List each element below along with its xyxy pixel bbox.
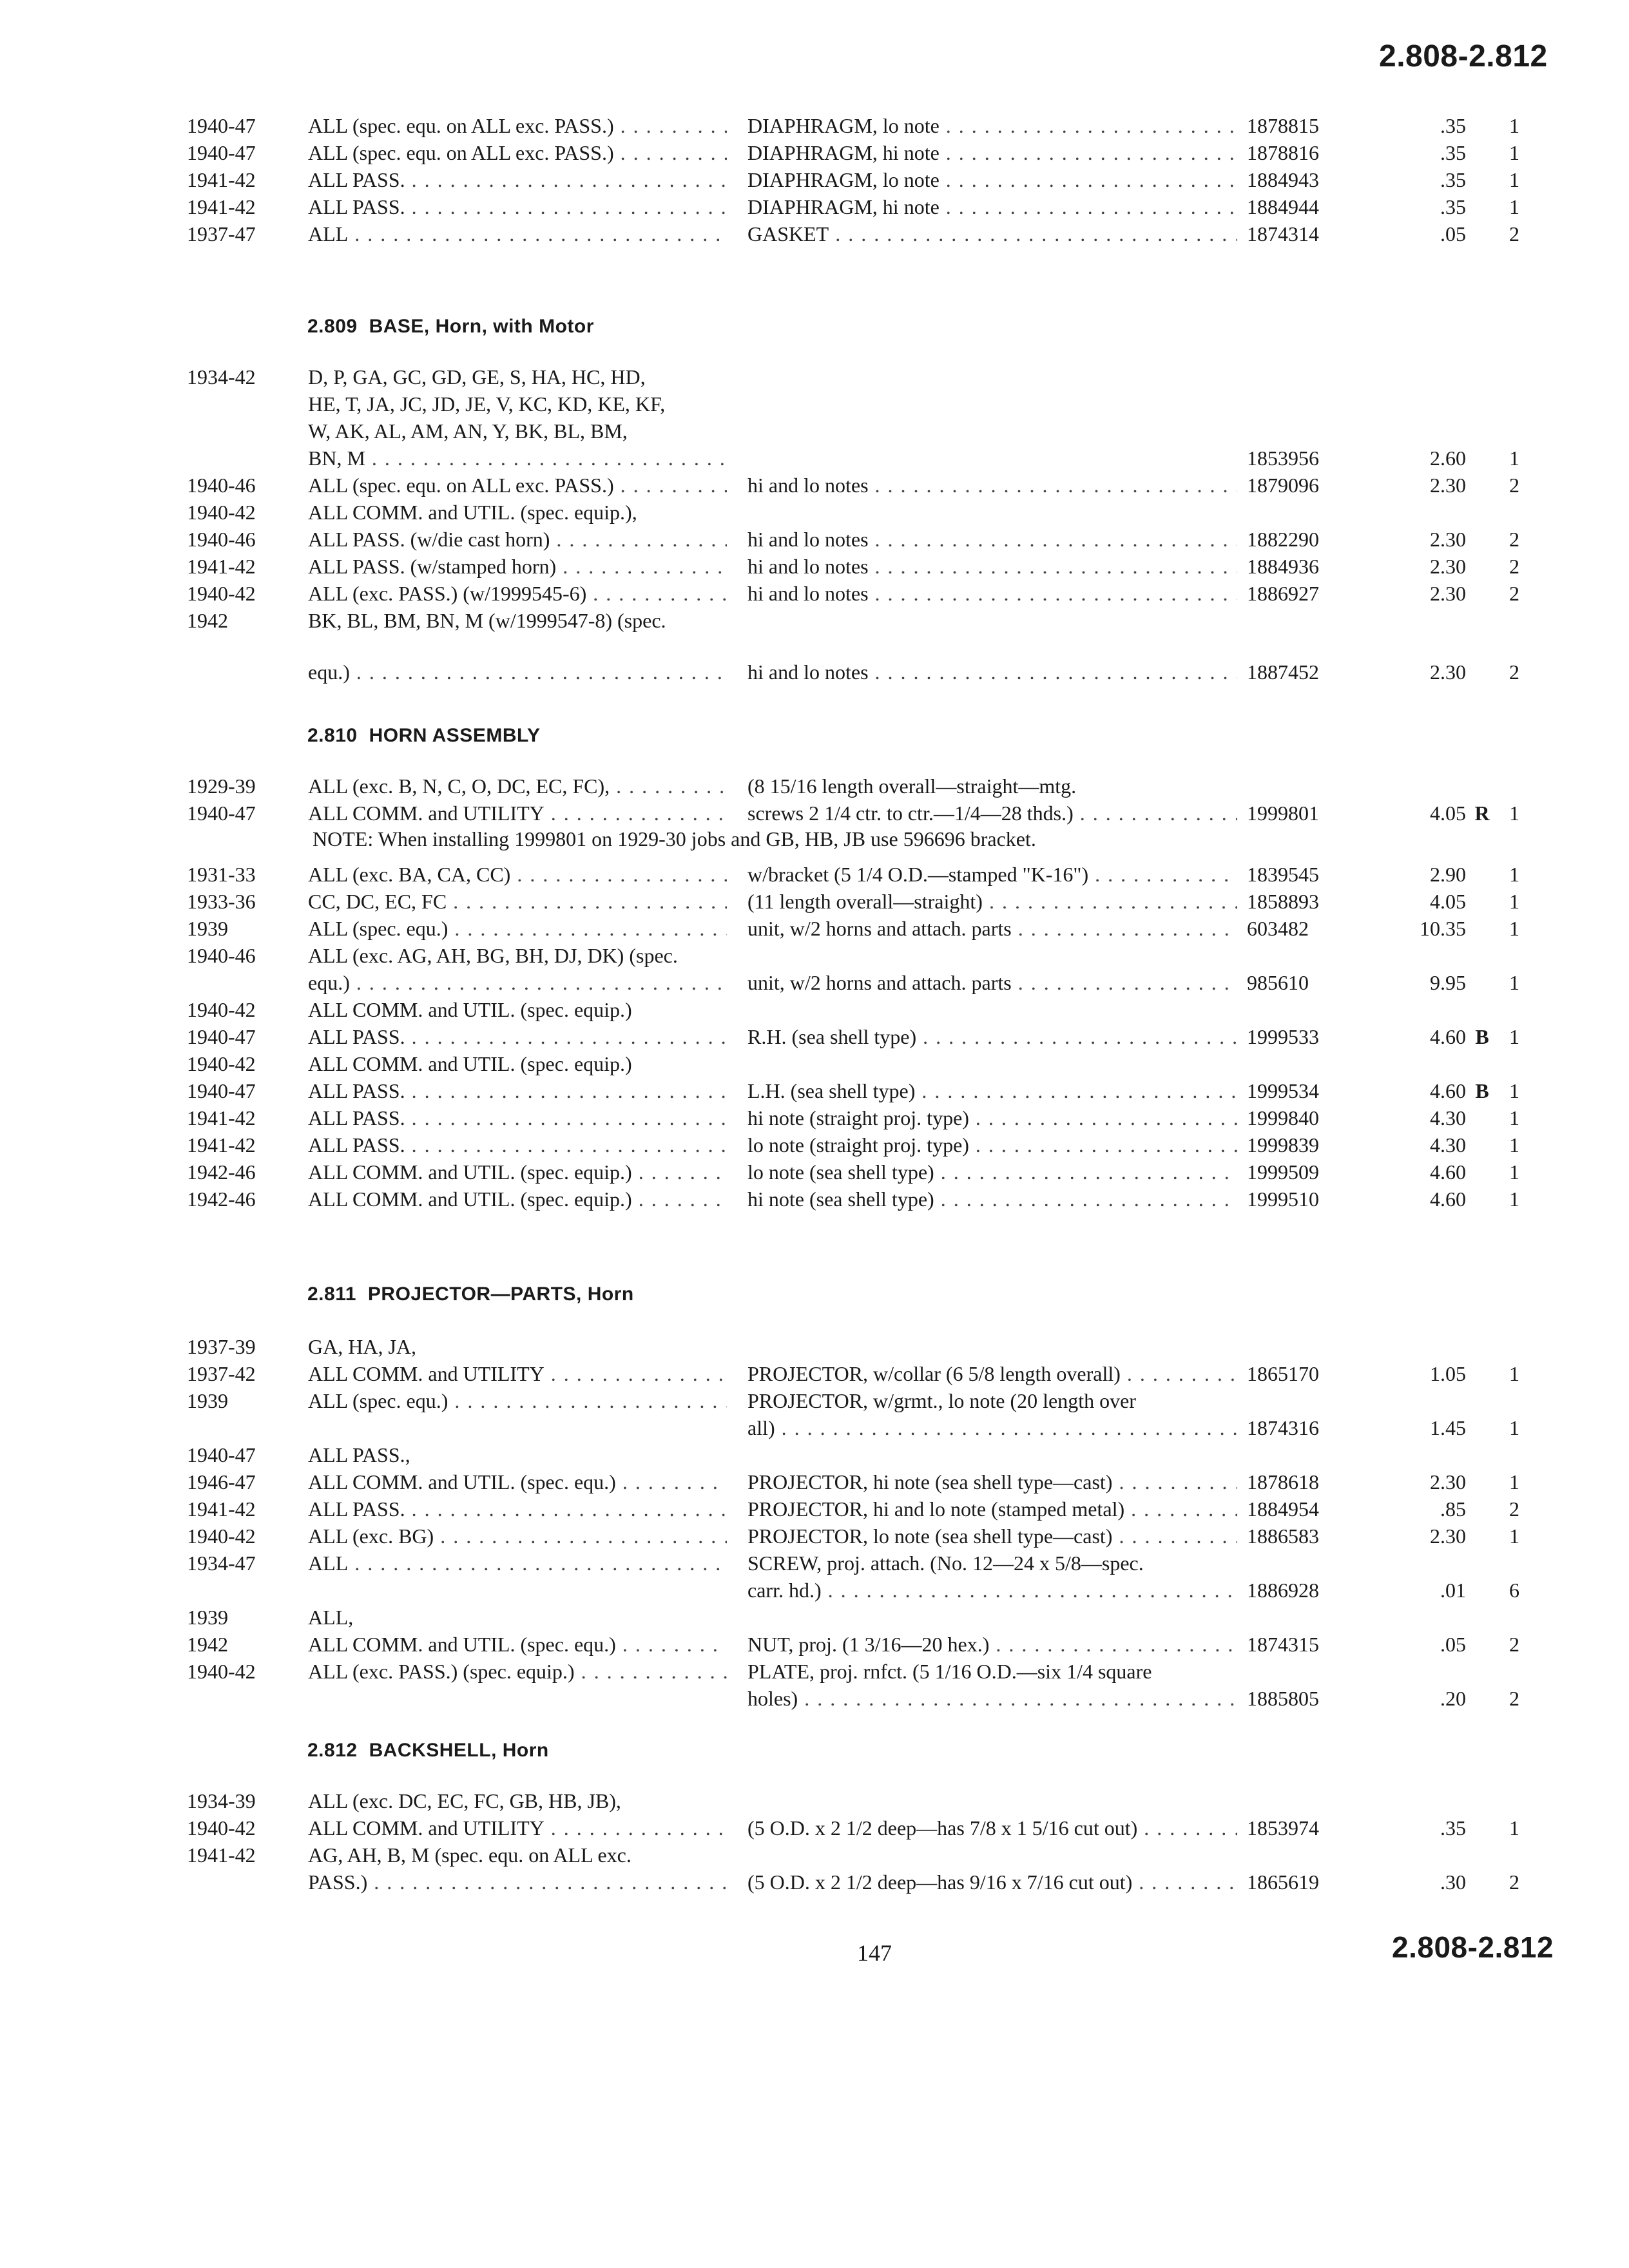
parts-row — [0, 1442, 1629, 1472]
quantity-cell: 1 — [1509, 1816, 1519, 1840]
parts-row — [0, 889, 1629, 918]
description-cell: GASKET . . . — [747, 221, 1237, 247]
price-cell: 4.60 — [1430, 1025, 1466, 1048]
parts-row — [0, 1105, 1629, 1135]
price-cell: .35 — [1440, 195, 1466, 218]
description-cell: w/bracket (5 1/4 O.D.—stamped "K-16") . . . — [747, 861, 1237, 887]
parts-row — [0, 1496, 1629, 1526]
year-cell: 1942 — [187, 609, 228, 632]
year-cell: 1940-47 — [187, 141, 256, 164]
part-number-cell: 1879096 — [1247, 474, 1319, 497]
year-cell: 1940-42 — [187, 1816, 256, 1840]
price-cell: .05 — [1440, 222, 1466, 245]
part-number-cell: 1874314 — [1247, 222, 1319, 245]
parts-row — [0, 1051, 1629, 1081]
models-cell: ALL COMM. and UTIL. (spec. equ.) . . . — [308, 1469, 727, 1495]
parts-row — [0, 916, 1629, 945]
header-code-bottom: 2.808-2.812 — [1392, 1930, 1554, 1964]
price-cell: 2.30 — [1430, 1470, 1466, 1494]
year-cell: 1941-42 — [187, 195, 256, 218]
price-cell: .30 — [1440, 1870, 1466, 1894]
quantity-cell: 2 — [1509, 528, 1519, 551]
part-number-cell: 1853974 — [1247, 1816, 1319, 1840]
price-cell: 4.60 — [1430, 1160, 1466, 1184]
quantity-cell: 1 — [1509, 141, 1519, 164]
parts-row — [0, 1869, 1629, 1899]
quantity-cell: 2 — [1509, 660, 1519, 684]
description-cell: (5 O.D. x 2 1/2 deep—has 7/8 x 1 5/16 cut out) . . . — [747, 1815, 1237, 1841]
price-cell: 9.95 — [1430, 971, 1466, 994]
parts-row — [0, 194, 1629, 224]
models-cell: ALL PASS. . . . — [308, 1024, 727, 1050]
description-cell: PROJECTOR, hi note (sea shell type—cast) . . . — [747, 1469, 1237, 1495]
description-cell: DIAPHRAGM, lo note . . . — [747, 113, 1237, 139]
models-cell: ALL (exc. PASS.) (w/1999545-6) . . . — [308, 581, 727, 606]
part-number-cell: 1884954 — [1247, 1497, 1319, 1521]
year-cell: 1940-47 — [187, 802, 256, 825]
part-number-cell: 1999509 — [1247, 1160, 1319, 1184]
quantity-cell: 6 — [1509, 1579, 1519, 1602]
year-cell: 1937-39 — [187, 1335, 256, 1358]
models-cell: ALL PASS. . . . — [308, 194, 727, 220]
quantity-cell: 1 — [1509, 1106, 1519, 1129]
quantity-cell: 1 — [1509, 1025, 1519, 1048]
section-number: 2.811 — [307, 1283, 356, 1305]
models-cell: ALL COMM. and UTIL. (spec. equip.), — [308, 501, 637, 524]
quantity-cell: 2 — [1509, 1687, 1519, 1710]
quantity-cell: 2 — [1509, 1633, 1519, 1656]
part-number-cell: 1858893 — [1247, 890, 1319, 913]
quantity-cell: 1 — [1509, 863, 1519, 886]
code-cell: B — [1475, 1079, 1489, 1102]
part-number-cell: 1874316 — [1247, 1416, 1319, 1439]
description-cell: NUT, proj. (1 3/16—20 hex.) . . . — [747, 1631, 1237, 1657]
models-cell: ALL . . . — [308, 1550, 727, 1576]
description-cell: hi note (straight proj. type) . . . — [747, 1105, 1237, 1131]
parts-row — [0, 997, 1629, 1026]
description-cell: (5 O.D. x 2 1/2 deep—has 9/16 x 7/16 cut out) . . . — [747, 1869, 1237, 1895]
parts-row — [0, 970, 1629, 999]
models-cell: BK, BL, BM, BN, M (w/1999547-8) (spec. — [308, 609, 666, 632]
models-cell: ALL (spec. equ. on ALL exc. PASS.) . . . — [308, 113, 727, 139]
parts-row — [0, 1550, 1629, 1580]
price-cell: .05 — [1440, 1633, 1466, 1656]
quantity-cell: 1 — [1509, 1416, 1519, 1439]
parts-row — [0, 391, 1629, 421]
price-cell: 4.30 — [1430, 1106, 1466, 1129]
part-number-cell: 1853956 — [1247, 447, 1319, 470]
parts-row — [0, 472, 1629, 502]
year-cell: 1939 — [187, 917, 228, 940]
price-cell: 2.30 — [1430, 474, 1466, 497]
description-cell: holes) . . . — [747, 1686, 1237, 1711]
parts-row — [0, 140, 1629, 169]
parts-row — [0, 364, 1629, 394]
models-cell: ALL PASS. (w/die cast horn) . . . — [308, 526, 727, 552]
description-cell: hi note (sea shell type) . . . — [747, 1186, 1237, 1212]
parts-row — [0, 1186, 1629, 1216]
models-cell: ALL COMM. and UTILITY . . . — [308, 1361, 727, 1387]
models-cell: AG, AH, B, M (spec. equ. on ALL exc. — [308, 1843, 631, 1867]
parts-row — [0, 113, 1629, 142]
models-cell: ALL COMM. and UTIL. (spec. equip.) — [308, 1052, 632, 1075]
year-cell: 1942 — [187, 1633, 228, 1656]
parts-row — [0, 499, 1629, 529]
models-cell: ALL (exc. BG) . . . — [308, 1523, 727, 1549]
price-cell: 2.30 — [1430, 528, 1466, 551]
models-cell: D, P, GA, GC, GD, GE, S, HA, HC, HD, — [308, 365, 646, 389]
parts-row — [0, 1577, 1629, 1607]
parts-row — [0, 1604, 1629, 1634]
part-number-cell: 1999801 — [1247, 802, 1319, 825]
description-cell: PLATE, proj. rnfct. (5 1/16 O.D.—six 1/4 square — [747, 1660, 1152, 1683]
parts-row — [0, 1024, 1629, 1053]
parts-row — [0, 800, 1629, 830]
parts-row — [0, 1469, 1629, 1499]
quantity-cell: 1 — [1509, 1362, 1519, 1385]
year-cell: 1939 — [187, 1606, 228, 1629]
quantity-cell: 1 — [1509, 1187, 1519, 1211]
section-heading: HORN ASSEMBLY — [369, 725, 541, 746]
part-number-cell: 1839545 — [1247, 863, 1319, 886]
part-number-cell: 1999510 — [1247, 1187, 1319, 1211]
header-code-top: 2.808-2.812 — [1379, 39, 1548, 73]
models-cell: equ.) . . . — [308, 659, 727, 685]
description-cell: DIAPHRAGM, hi note . . . — [747, 140, 1237, 166]
description-cell: (8 15/16 length overall—straight—mtg. — [747, 774, 1077, 798]
year-cell: 1940-47 — [187, 1025, 256, 1048]
description-cell: PROJECTOR, lo note (sea shell type—cast) . . . — [747, 1523, 1237, 1549]
quantity-cell: 1 — [1509, 1470, 1519, 1494]
part-number-cell: 1999839 — [1247, 1133, 1319, 1157]
description-cell: SCREW, proj. attach. (No. 12—24 x 5/8—spec. — [747, 1552, 1144, 1575]
price-cell: 4.30 — [1430, 1133, 1466, 1157]
description-cell: lo note (sea shell type) . . . — [747, 1159, 1237, 1185]
price-cell: 2.60 — [1430, 447, 1466, 470]
year-cell: 1934-42 — [187, 365, 256, 389]
part-number-cell: 1884944 — [1247, 195, 1319, 218]
models-cell: ALL, — [308, 1606, 354, 1629]
year-cell: 1941-42 — [187, 1133, 256, 1157]
price-cell: 2.30 — [1430, 1524, 1466, 1548]
quantity-cell: 2 — [1509, 555, 1519, 578]
part-number-cell: 985610 — [1247, 971, 1309, 994]
price-cell: 4.60 — [1430, 1079, 1466, 1102]
year-cell: 1941-42 — [187, 1106, 256, 1129]
quantity-cell: 1 — [1509, 1133, 1519, 1157]
year-cell: 1940-46 — [187, 944, 256, 967]
part-number-cell: 1878815 — [1247, 114, 1319, 137]
year-cell: 1934-47 — [187, 1552, 256, 1575]
models-cell: ALL PASS. . . . — [308, 1078, 727, 1104]
price-cell: 4.05 — [1430, 890, 1466, 913]
models-cell: ALL COMM. and UTILITY . . . — [308, 1815, 727, 1841]
part-number-cell: 603482 — [1247, 917, 1309, 940]
parts-row — [0, 943, 1629, 972]
price-cell: .01 — [1440, 1579, 1466, 1602]
part-number-cell: 1886927 — [1247, 582, 1319, 605]
description-cell: hi and lo notes . . . — [747, 581, 1237, 606]
description-cell: DIAPHRAGM, lo note . . . — [747, 167, 1237, 193]
price-cell: 2.30 — [1430, 660, 1466, 684]
models-cell: ALL (spec. equ.) . . . — [308, 916, 727, 941]
quantity-cell: 1 — [1509, 1079, 1519, 1102]
models-cell: ALL (spec. equ. on ALL exc. PASS.) . . . — [308, 140, 727, 166]
year-cell: 1941-42 — [187, 168, 256, 191]
parts-row — [0, 418, 1629, 448]
year-cell: 1940-46 — [187, 528, 256, 551]
quantity-cell: 1 — [1509, 168, 1519, 191]
quantity-cell: 1 — [1509, 1524, 1519, 1548]
parts-row — [0, 445, 1629, 475]
models-cell: ALL (spec. equ. on ALL exc. PASS.) . . . — [308, 472, 727, 498]
parts-row — [0, 553, 1629, 583]
year-cell: 1941-42 — [187, 1497, 256, 1521]
parts-row — [0, 608, 1629, 637]
year-cell: 1940-42 — [187, 582, 256, 605]
year-cell: 1931-33 — [187, 863, 256, 886]
price-cell: .35 — [1440, 1816, 1466, 1840]
year-cell: 1940-42 — [187, 998, 256, 1021]
parts-row — [0, 581, 1629, 610]
models-cell: ALL PASS. . . . — [308, 1105, 727, 1131]
year-cell: 1940-42 — [187, 1052, 256, 1075]
models-cell: ALL (spec. equ.) . . . — [308, 1388, 727, 1414]
parts-row — [0, 861, 1629, 891]
models-cell: CC, DC, EC, FC . . . — [308, 889, 727, 914]
parts-row — [0, 221, 1629, 251]
year-cell: 1940-42 — [187, 501, 256, 524]
price-cell: 2.90 — [1430, 863, 1466, 886]
description-cell: L.H. (sea shell type) . . . — [747, 1078, 1237, 1104]
quantity-cell: 2 — [1509, 1497, 1519, 1521]
year-cell: 1940-42 — [187, 1660, 256, 1683]
price-cell: 1.45 — [1430, 1416, 1466, 1439]
part-number-cell: 1999840 — [1247, 1106, 1319, 1129]
models-cell: ALL PASS. . . . — [308, 167, 727, 193]
price-cell: 2.30 — [1430, 582, 1466, 605]
part-number-cell: 1884936 — [1247, 555, 1319, 578]
parts-row — [0, 773, 1629, 803]
models-cell: GA, HA, JA, — [308, 1335, 416, 1358]
parts-row — [0, 1815, 1629, 1845]
description-cell: hi and lo notes . . . — [747, 526, 1237, 552]
price-cell: 2.30 — [1430, 555, 1466, 578]
models-cell: PASS.) . . . — [308, 1869, 727, 1895]
part-number-cell: 1999534 — [1247, 1079, 1319, 1102]
models-cell: HE, T, JA, JC, JD, JE, V, KC, KD, KE, KF, — [308, 392, 666, 416]
section-title — [307, 1740, 549, 1762]
year-cell: 1941-42 — [187, 555, 256, 578]
quantity-cell: 1 — [1509, 114, 1519, 137]
description-cell: unit, w/2 horns and attach. parts . . . — [747, 970, 1237, 995]
year-cell: 1940-47 — [187, 114, 256, 137]
part-number-cell: 1885805 — [1247, 1687, 1319, 1710]
quantity-cell: 1 — [1509, 971, 1519, 994]
parts-row — [0, 1078, 1629, 1108]
year-cell: 1934-39 — [187, 1789, 256, 1812]
parts-row — [0, 1132, 1629, 1162]
price-cell: .35 — [1440, 168, 1466, 191]
parts-row — [0, 1523, 1629, 1553]
parts-row — [0, 167, 1629, 197]
parts-row — [0, 1388, 1629, 1418]
year-cell: 1942-46 — [187, 1187, 256, 1211]
code-cell: R — [1474, 802, 1490, 825]
models-cell: ALL (exc. B, N, C, O, DC, EC, FC), . . . — [308, 773, 727, 799]
year-cell: 1933-36 — [187, 890, 256, 913]
year-cell: 1937-47 — [187, 222, 256, 245]
year-cell: 1946-47 — [187, 1470, 256, 1494]
parts-row — [0, 1415, 1629, 1445]
models-cell: BN, M . . . — [308, 445, 727, 471]
part-number-cell: 1884943 — [1247, 168, 1319, 191]
part-number-cell: 1878816 — [1247, 141, 1319, 164]
quantity-cell: 1 — [1509, 447, 1519, 470]
models-cell: ALL COMM. and UTIL. (spec. equip.) . . . — [308, 1159, 727, 1185]
year-cell: 1939 — [187, 1389, 228, 1412]
price-cell: .35 — [1440, 114, 1466, 137]
parts-row — [0, 1658, 1629, 1688]
description-cell: carr. hd.) . . . — [747, 1577, 1237, 1603]
models-cell: ALL (exc. BA, CA, CC) . . . — [308, 861, 727, 887]
section-title — [307, 725, 541, 747]
part-number-cell: 1999533 — [1247, 1025, 1319, 1048]
section-heading: BASE, Horn, with Motor — [369, 316, 594, 337]
description-cell: screws 2 1/4 ctr. to ctr.—1/4—28 thds.) . . . — [747, 800, 1237, 826]
part-number-cell: 1865619 — [1247, 1870, 1319, 1894]
part-number-cell: 1886583 — [1247, 1524, 1319, 1548]
description-cell: PROJECTOR, w/collar (6 5/8 length overall) . . . — [747, 1361, 1237, 1387]
models-cell: ALL COMM. and UTILITY . . . — [308, 800, 727, 826]
section-number: 2.812 — [307, 1740, 358, 1761]
parts-row — [0, 1159, 1629, 1189]
section-number: 2.810 — [307, 725, 358, 746]
models-cell: ALL . . . — [308, 221, 727, 247]
models-cell: ALL PASS., — [308, 1443, 410, 1466]
price-cell: 4.05 — [1430, 802, 1466, 825]
page-number: 147 — [857, 1940, 892, 1966]
parts-row — [0, 526, 1629, 556]
description-cell: all) . . . — [747, 1415, 1237, 1441]
code-cell: B — [1475, 1025, 1489, 1048]
description-cell: DIAPHRAGM, hi note . . . — [747, 194, 1237, 220]
quantity-cell: 2 — [1509, 474, 1519, 497]
parts-row — [0, 1631, 1629, 1661]
price-cell: 1.05 — [1430, 1362, 1466, 1385]
models-cell: ALL PASS. (w/stamped horn) . . . — [308, 553, 727, 579]
year-cell: 1942-46 — [187, 1160, 256, 1184]
models-cell: equ.) . . . — [308, 970, 727, 995]
year-cell: 1940-47 — [187, 1079, 256, 1102]
quantity-cell: 1 — [1509, 917, 1519, 940]
quantity-cell: 2 — [1509, 222, 1519, 245]
year-cell: 1929-39 — [187, 774, 256, 798]
models-cell: ALL COMM. and UTIL. (spec. equip.) — [308, 998, 632, 1021]
models-cell: ALL COMM. and UTIL. (spec. equip.) . . . — [308, 1186, 727, 1212]
price-cell: .20 — [1440, 1687, 1466, 1710]
quantity-cell: 1 — [1509, 890, 1519, 913]
quantity-cell: 2 — [1509, 1870, 1519, 1894]
price-cell: 10.35 — [1420, 917, 1466, 940]
models-cell: W, AK, AL, AM, AN, Y, BK, BL, BM, — [308, 419, 628, 443]
year-cell: 1941-42 — [187, 1843, 256, 1867]
description-cell: hi and lo notes . . . — [747, 553, 1237, 579]
models-cell: ALL (exc. AG, AH, BG, BH, DJ, DK) (spec. — [308, 944, 678, 967]
parts-row — [0, 1686, 1629, 1715]
description-cell: R.H. (sea shell type) . . . — [747, 1024, 1237, 1050]
parts-row — [0, 659, 1629, 689]
models-cell: ALL COMM. and UTIL. (spec. equ.) . . . — [308, 1631, 727, 1657]
part-number-cell: 1878618 — [1247, 1470, 1319, 1494]
parts-row — [0, 1842, 1629, 1872]
quantity-cell: 2 — [1509, 582, 1519, 605]
section-heading: PROJECTOR—PARTS, Horn — [367, 1283, 634, 1305]
section-number: 2.809 — [307, 316, 358, 337]
quantity-cell: 1 — [1509, 802, 1519, 825]
section-heading: BACKSHELL, Horn — [369, 1740, 549, 1761]
part-number-cell: 1874315 — [1247, 1633, 1319, 1656]
price-cell: .35 — [1440, 141, 1466, 164]
part-number-cell: 1865170 — [1247, 1362, 1319, 1385]
part-number-cell: 1886928 — [1247, 1579, 1319, 1602]
models-cell: ALL PASS. . . . — [308, 1496, 727, 1522]
section-title — [307, 1283, 634, 1305]
models-cell: ALL (exc. DC, EC, FC, GB, HB, JB), — [308, 1789, 621, 1812]
year-cell: 1940-47 — [187, 1443, 256, 1466]
description-cell: hi and lo notes . . . — [747, 659, 1237, 685]
quantity-cell: 1 — [1509, 195, 1519, 218]
price-cell: 4.60 — [1430, 1187, 1466, 1211]
year-cell: 1937-42 — [187, 1362, 256, 1385]
section-title — [307, 316, 594, 338]
year-cell: 1940-42 — [187, 1524, 256, 1548]
installation-note: NOTE: When installing 1999801 on 1929-30 jobs and GB, HB, JB use 596696 bracket. — [313, 827, 1036, 850]
year-cell: 1940-46 — [187, 474, 256, 497]
parts-row — [0, 1361, 1629, 1390]
parts-row — [0, 1334, 1629, 1363]
description-cell: (11 length overall—straight) . . . — [747, 889, 1237, 914]
models-cell: ALL PASS. . . . — [308, 1132, 727, 1158]
part-number-cell: 1882290 — [1247, 528, 1319, 551]
description-cell: PROJECTOR, w/grmt., lo note (20 length over — [747, 1389, 1136, 1412]
parts-row — [0, 1788, 1629, 1818]
description-cell: unit, w/2 horns and attach. parts . . . — [747, 916, 1237, 941]
models-cell: ALL (exc. PASS.) (spec. equip.) . . . — [308, 1658, 727, 1684]
price-cell: .85 — [1440, 1497, 1466, 1521]
description-cell: hi and lo notes . . . — [747, 472, 1237, 498]
description-cell: lo note (straight proj. type) . . . — [747, 1132, 1237, 1158]
description-cell: PROJECTOR, hi and lo note (stamped metal) . . . — [747, 1496, 1237, 1522]
part-number-cell: 1887452 — [1247, 660, 1319, 684]
quantity-cell: 1 — [1509, 1160, 1519, 1184]
